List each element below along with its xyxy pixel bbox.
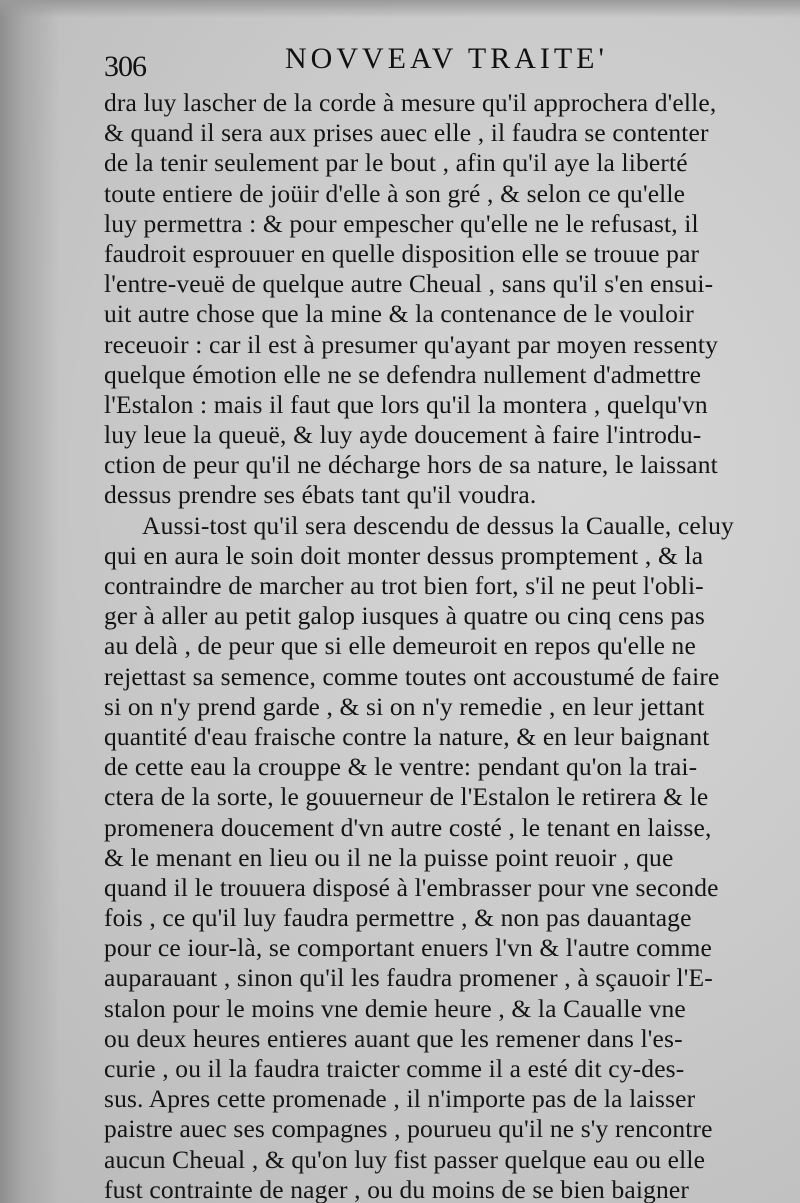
text-line: qui en aura le soin doit monter dessus promptement , & la — [104, 540, 704, 570]
text-line: luy leue la queuë, & luy ayde doucement à faire l'introdu- — [104, 420, 702, 450]
page-number: 306 — [104, 50, 146, 83]
text-line: de cette eau la crouppe & le ventre: pendant qu'on la trai- — [104, 752, 698, 782]
text-line: pour ce iour-là, se comportant enuers l'vn & l'autre comme — [104, 933, 712, 963]
text-line: faudroit esprouuer en quelle disposition elle se trouue par — [104, 238, 700, 268]
text-line: ction de peur qu'il ne décharge hors de sa nature, le laissant — [104, 450, 718, 480]
binding-shadow — [0, 0, 60, 1203]
text-line: uit autre chose que la mine & la contenance de le vouloir — [104, 299, 694, 329]
text-line: dra luy lascher de la corde à mesure qu'il approchera d'elle, — [104, 88, 717, 117]
text-line: sus. Apres cette promenade , il n'importe pas de la laisser — [104, 1084, 696, 1114]
top-edge-shadow — [0, 0, 800, 18]
text-line: l'entre-veuë de quelque autre Cheual , sans qu'il s'en ensui- — [104, 269, 714, 299]
text-line: & le menant en lieu ou il ne la puisse point reuoir , que — [104, 842, 674, 872]
text-line: curie , ou il la faudra traicter comme il a esté dit cy-des- — [104, 1054, 685, 1083]
text-line: quelque émotion elle ne se defendra nullement d'admettre — [104, 359, 702, 389]
body-text — [104, 88, 784, 1203]
text-line: & quand il sera aux prises auec elle , il faudra se contenter — [104, 118, 709, 148]
text-line: receuoir : car il est à presumer qu'ayant par moyen ressenty — [104, 329, 719, 359]
text-line: quantité d'eau fraische contre la nature, & en leur baignant — [104, 721, 710, 751]
text-line: si on n'y prend garde , & si on n'y remedie , en leur jettant — [104, 691, 705, 721]
running-title: NOVVEAV TRAITE' — [285, 42, 608, 75]
text-line: paistre auec ses compagnes , pourueu qu'il ne s'y rencontre — [104, 1114, 713, 1144]
text-line: promenera doucement d'vn autre costé , le tenant en laisse, — [104, 812, 712, 842]
text-line: fois , ce qu'il luy faudra permettre , & non pas dauantage — [104, 903, 692, 933]
text-line: au delà , de peur que si elle demeuroit en repos qu'elle ne — [104, 631, 696, 661]
text-line: contraindre de marcher au trot bien fort, s'il ne peut l'obli- — [104, 571, 704, 600]
text-line: ger à aller au petit galop iusques à quatre ou cinq cens pas — [104, 601, 705, 631]
text-line: auparauant , sinon qu'il les faudra promener , à sçauoir l'E- — [104, 963, 713, 993]
text-line: aucun Cheual , & qu'on luy fist passer quelque eau ou elle — [104, 1144, 706, 1174]
text-line: fust contrainte de nager , ou du moins de se bien baigner — [104, 1174, 689, 1203]
text-line: rejettast sa semence, comme toutes ont accoustumé de faire — [104, 661, 720, 691]
text-line: toute entiere de joüir d'elle à son gré , & selon ce qu'elle — [104, 178, 686, 208]
text-line: quand il le trouuera disposé à l'embrasser pour vne seconde — [104, 872, 719, 902]
paragraph-start-line: Aussi-tost qu'il sera descendu de dessus la Caualle, celuy — [142, 510, 734, 540]
text-line: l'Estalon : mais il faut que lors qu'il la montera , quelqu'vn — [104, 389, 708, 419]
text-line: de la tenir seulement par le bout , afin qu'il aye la liberté — [104, 148, 688, 178]
text-line: luy permettra : & pour empescher qu'elle ne le refusast, il — [104, 208, 699, 238]
text-line: stalon pour le moins vne demie heure , & la Caualle vne — [104, 993, 686, 1023]
text-line: dessus prendre ses ébats tant qu'il voudra. — [104, 480, 537, 510]
text-line: ctera de la sorte, le gouuerneur de l'Estalon le retirera & le — [104, 782, 709, 812]
text-line: ou deux heures entieres auant que les remener dans l'es- — [104, 1023, 683, 1053]
